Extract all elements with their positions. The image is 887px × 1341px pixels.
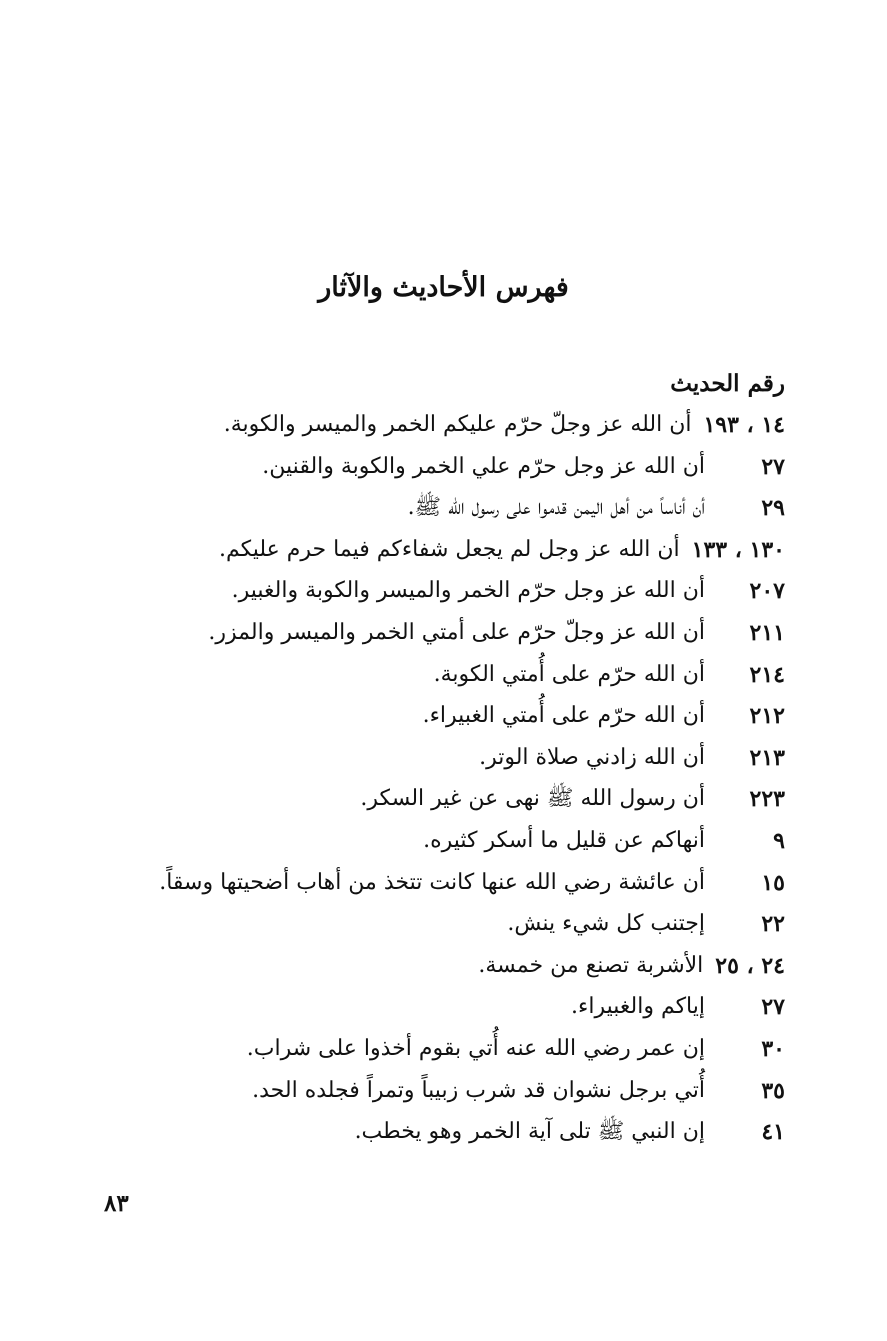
- hadith-number: ٢١٢: [749, 703, 785, 730]
- hadith-text: أن أناساً من أهل اليمن قدموا على رسول الله ﷺ.: [407, 495, 705, 521]
- index-entry: [85, 781, 785, 823]
- hadith-number: ٢٠٧: [749, 578, 785, 605]
- hadith-text: أن الله حرّم على أُمتي الكوبة.: [433, 661, 705, 687]
- hadith-text: أن الله عز وجلّ حرّم على أمتي الخمر والميسر والمزر.: [208, 619, 705, 645]
- hadith-text: إجتنب كل شيء ينش.: [507, 911, 705, 937]
- hadith-number: ٢٧: [761, 453, 785, 480]
- hadith-text: أن الله عز وجل حرّم علي الخمر والكوبة والقنين.: [262, 453, 705, 479]
- index-entry: [85, 906, 785, 948]
- index-entry: [85, 989, 785, 1031]
- hadith-text: أن الله عز وجلّ حرّم عليكم الخمر والميسر والكوبة.: [223, 412, 692, 437]
- hadith-number: ٣٥: [761, 1077, 785, 1104]
- hadith-text: إن النبي ﷺ تلى آية الخمر وهو يخطب.: [354, 1119, 705, 1145]
- hadith-number: ١٤ ، ١٩٣: [703, 412, 785, 438]
- index-entry: [85, 740, 785, 782]
- hadith-text: أن رسول الله ﷺ نهى عن غير السكر.: [360, 786, 705, 812]
- hadith-number: ١٥: [761, 869, 785, 896]
- hadith-text: أن الله عز وجل لم يجعل شفاءكم فيما حرم عليكم.: [218, 536, 680, 562]
- index-entry: [85, 698, 785, 740]
- index-entry: [85, 1073, 785, 1115]
- page-title: فهرس الأحاديث والآثار: [318, 272, 569, 303]
- hadith-text: أن الله عز وجل حرّم الخمر والميسر والكوبة والغبير.: [231, 578, 705, 604]
- index-entry: [85, 865, 785, 907]
- hadith-number: ٢٩: [761, 495, 785, 522]
- index-entry: [85, 823, 785, 865]
- hadith-number: ٢٢: [761, 911, 785, 938]
- index-entry: [85, 1031, 785, 1073]
- page-number: ٨٣: [104, 1190, 129, 1217]
- hadith-number: ٢٧: [761, 994, 785, 1021]
- hadith-index-list: [85, 407, 785, 1156]
- index-entry: [85, 1114, 785, 1156]
- index-entry: [85, 573, 785, 615]
- index-entry: [85, 657, 785, 699]
- hadith-number: ٩: [773, 827, 785, 854]
- hadith-text: أن الله حرّم على أُمتي الغبيراء.: [422, 703, 705, 729]
- hadith-text: الأشربة تصنع من خمسة.: [478, 952, 704, 978]
- hadith-number: ٢١١: [749, 619, 785, 646]
- hadith-number: ٢١٤: [749, 661, 785, 688]
- index-entry: [85, 407, 785, 449]
- hadith-text: إن عمر رضي الله عنه أُتي بقوم أخذوا على شراب.: [246, 1035, 705, 1061]
- hadith-number: ٤١: [761, 1119, 785, 1146]
- index-entry: [85, 948, 785, 990]
- index-entry: [85, 532, 785, 574]
- index-entry: [85, 490, 785, 532]
- hadith-text: إياكم والغبيراء.: [571, 994, 705, 1020]
- hadith-number-column-header: رقم الحديث: [670, 370, 785, 397]
- hadith-text: أن عائشة رضي الله عنها كانت تتخذ من أهاب أضحيتها وسقاً.: [159, 869, 705, 895]
- hadith-text: أنهاكم عن قليل ما أسكر كثيره.: [423, 827, 705, 853]
- hadith-text: أن الله زادني صلاة الوتر.: [479, 744, 705, 770]
- index-entry: [85, 615, 785, 657]
- hadith-number: ٢٢٣: [749, 786, 785, 813]
- hadith-number: ٣٠: [761, 1035, 785, 1062]
- index-entry: [85, 449, 785, 491]
- hadith-text: أُتي برجل نشوان قد شرب زبيباً وتمراً فجلده الحد.: [252, 1077, 705, 1103]
- hadith-number: ٢١٣: [749, 744, 785, 771]
- hadith-number: ١٣٠ ، ١٣٣: [691, 536, 785, 563]
- hadith-number: ٢٤ ، ٢٥: [715, 952, 785, 979]
